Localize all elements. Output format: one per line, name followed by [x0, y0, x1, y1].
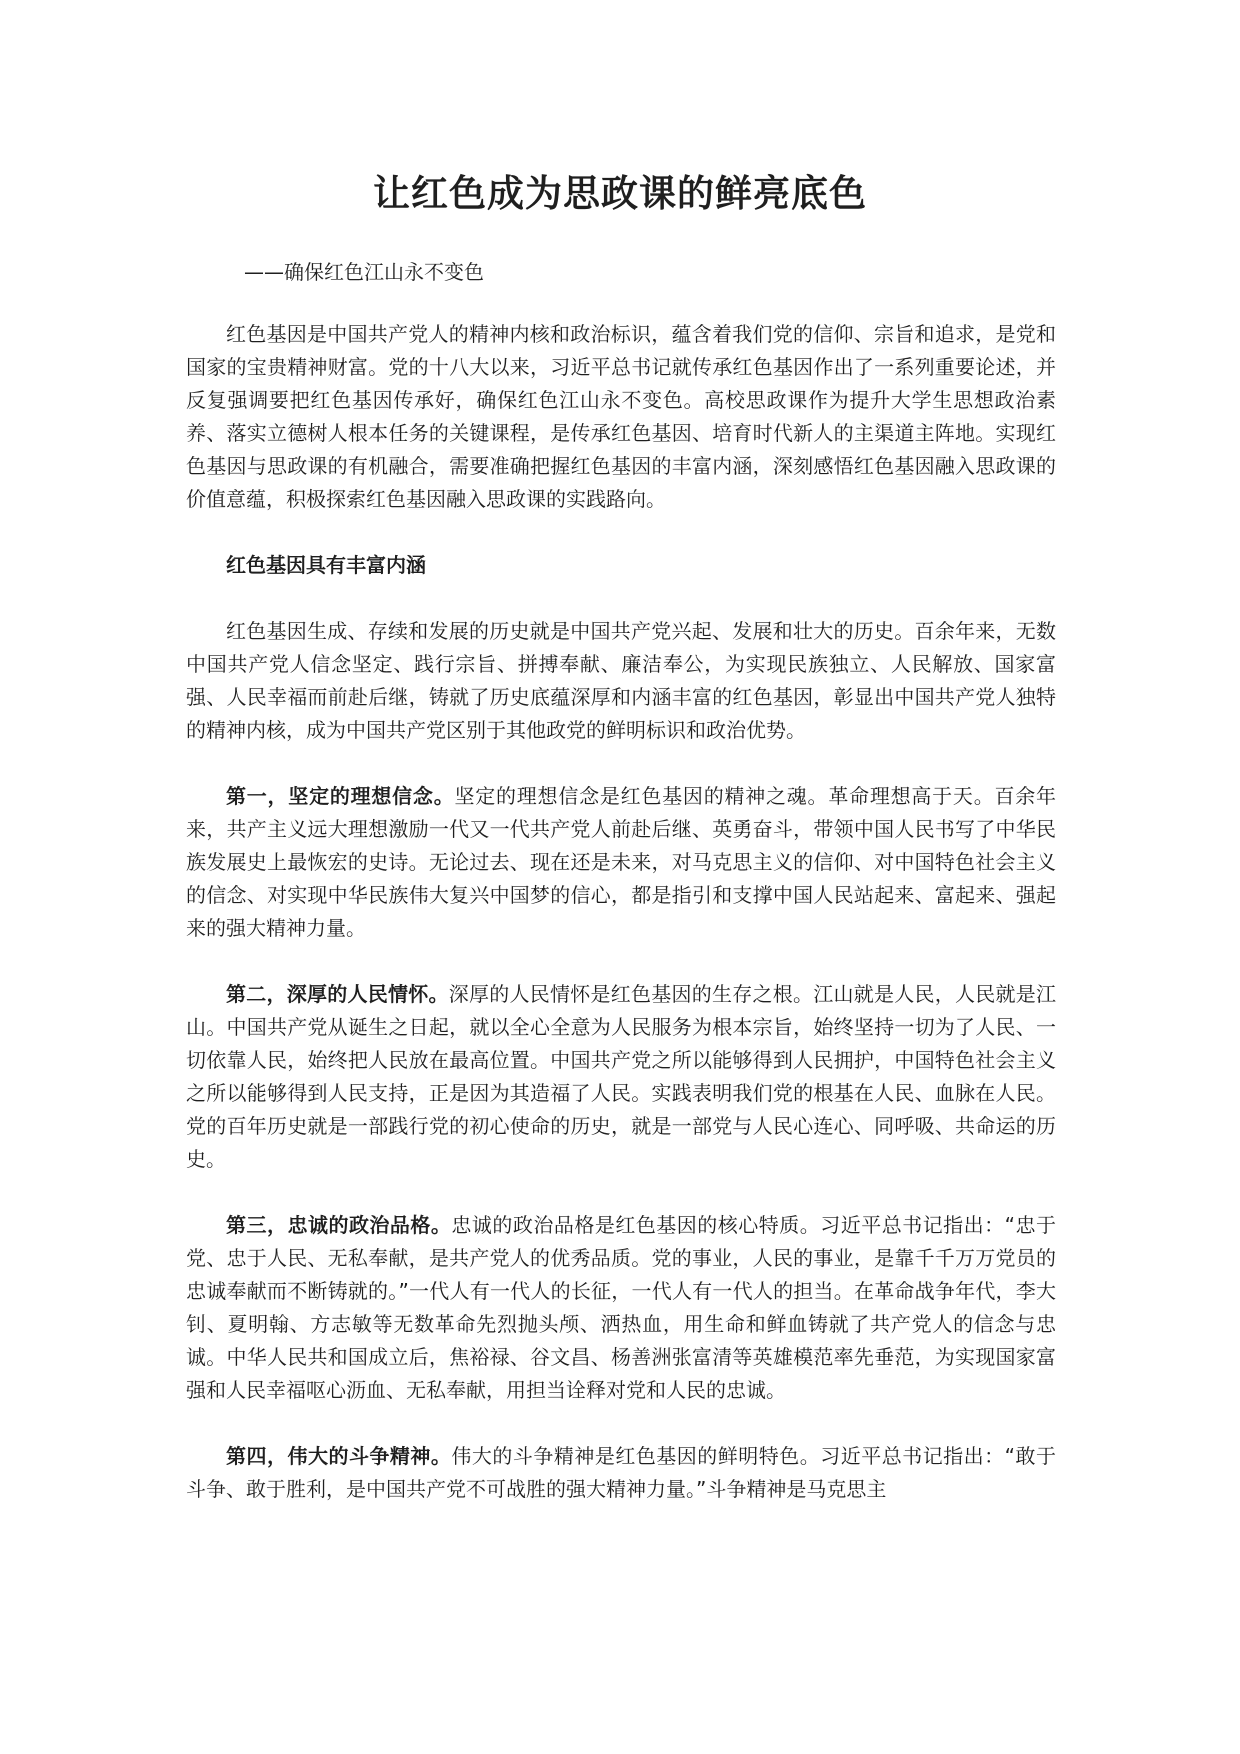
document-subtitle: ——确保红色江山永不变色 [244, 260, 484, 284]
point-paragraph-2 [186, 978, 1056, 1176]
intro-paragraph: 红色基因是中国共产党人的精神内核和政治标识，蕴含着我们党的信仰、宗旨和追求，是党和国家的宝贵精神财富。党的十八大以来，习近平总书记就传承红色基因作出了一系列重要论述，并反复强调要把红色基因传承好，确保红色江山永不变色。高校思政课作为提升大学生思想政治素养、落实立德树人根本任务的关键课程，是传承红色基因、培育时代新人的主渠道主阵地。实现红色基因与思政课的有机融合，需要准确把握红色基因的丰富内涵，深刻感悟红色基因融入思政课的价值意蕴，积极探索红色基因融入思政课的实践路向。 [186, 322, 1056, 511]
section-heading: 红色基因具有丰富内涵 [226, 553, 426, 577]
point-paragraph-1 [186, 780, 1056, 945]
point-paragraph-4 [186, 1440, 1056, 1506]
point-lead-2: 第二，深厚的人民情怀。 [226, 982, 449, 1006]
point-text-3: 忠诚的政治品格是红色基因的核心特质。习近平总书记指出：“忠于党、忠于人民、无私奉献，是共产党人的优秀品质。党的事业，人民的事业，是靠千千万万党员的忠诚奉献而不断铸就的。”一代人有一代人的长征，一代人有一代人的担当。在革命战争年代，李大钊、夏明翰、方志敏等无数革命先烈抛头颅、洒热血，用生命和鲜血铸就了共产党人的信念与忠诚。中华人民共和国成立后，焦裕禄、谷文昌、杨善洲张富清等英雄模范率先垂范，为实现国家富强和人民幸福呕心沥血、无私奉献，用担当诠释对党和人民的忠诚。 [186, 1213, 1056, 1402]
point-text-2: 深厚的人民情怀是红色基因的生存之根。江山就是人民，人民就是江山。中国共产党从诞生之日起，就以全心全意为人民服务为根本宗旨，始终坚持一切为了人民、一切依靠人民，始终把人民放在最高位置。中国共产党之所以能够得到人民拥护，中国特色社会主义之所以能够得到人民支持，正是因为其造福了人民。实践表明我们党的根基在人民、血脉在人民。党的百年历史就是一部践行党的初心使命的历史，就是一部党与人民心连心、同呼吸、共命运的历史。 [186, 982, 1056, 1171]
point-text-4: 伟大的斗争精神是红色基因的鲜明特色。习近平总书记指出：“敢于斗争、敢于胜利，是中国共产党不可战胜的强大精神力量。”斗争精神是马克思主 [186, 1444, 1056, 1501]
point-lead-3: 第三，忠诚的政治品格。 [226, 1213, 452, 1237]
document-body [186, 318, 1056, 1539]
point-lead-4: 第四，伟大的斗争精神。 [226, 1444, 452, 1468]
point-paragraph-3 [186, 1209, 1056, 1407]
document-title: 让红色成为思政课的鲜亮底色 [373, 172, 867, 215]
point-lead-1: 第一，坚定的理想信念。 [226, 784, 455, 808]
point-text-1: 坚定的理想信念是红色基因的精神之魂。革命理想高于天。百余年来，共产主义远大理想激励一代又一代共产党人前赴后继、英勇奋斗，带领中国人民书写了中华民族发展史上最恢宏的史诗。无论过去、现在还是未来，对马克思主义的信仰、对中国特色社会主义的信念、对实现中华民族伟大复兴中国梦的信心，都是指引和支撑中国人民站起来、富起来、强起来的强大精神力量。 [186, 784, 1057, 940]
section-intro-paragraph: 红色基因生成、存续和发展的历史就是中国共产党兴起、发展和壮大的历史。百余年来，无数中国共产党人信念坚定、践行宗旨、拼搏奉献、廉洁奉公，为实现民族独立、人民解放、国家富强、人民幸福而前赴后继，铸就了历史底蕴深厚和内涵丰富的红色基因，彰显出中国共产党人独特的精神内核，成为中国共产党区别于其他政党的鲜明标识和政治优势。 [186, 619, 1056, 742]
